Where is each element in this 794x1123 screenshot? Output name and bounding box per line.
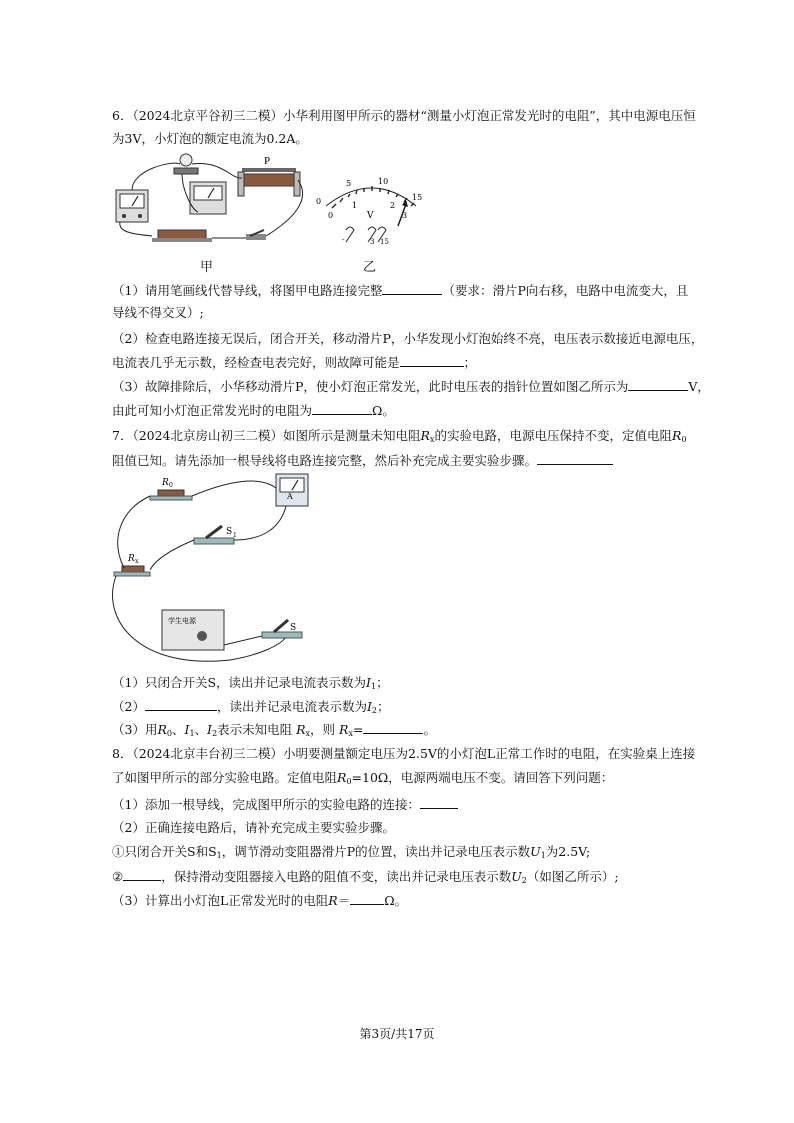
answer-blank[interactable] xyxy=(312,402,372,415)
answer-blank[interactable] xyxy=(400,354,464,367)
q7-step-1: （1）只闭合开关S，读出并记录电流表示数为$I_1$； xyxy=(112,675,389,691)
q6-line-2: 为3V，小灯泡的额定电流为0.2A。 xyxy=(112,131,308,146)
power-label: 学生电源 xyxy=(168,617,196,625)
answer-blank[interactable] xyxy=(382,282,442,295)
q8-line-2: 了如图甲所示的部分实验电路。定值电阻$R_0=10\Omega$，电源两端电压不变。请回答下列问题： xyxy=(112,770,614,786)
q8-step-1: ①只闭合开关S和$S_1$，调节滑动变阻器滑片P的位置，读出并记录电压表示数$U_1$为2.5V; xyxy=(112,844,591,860)
q6-part-1-line-1: （1）请用笔画线代替导线，将图甲电路连接完整 （要求：滑片P向右移，电路中电流变大，且 xyxy=(112,283,689,298)
q7-line-2: 阻值已知。请先添加一根导线将电路连接完整，然后补充完成主要实验步骤。 xyxy=(112,452,613,469)
answer-blank[interactable] xyxy=(350,892,384,905)
terminal-3: 3 xyxy=(370,238,375,246)
ammeter-icon xyxy=(116,190,148,222)
q6-figure-jia xyxy=(112,150,312,245)
q6-part-3-line-1: （3）故障排除后，小华移动滑片P，使小灯泡正常发光，此时电压表的指针位置如图乙所示为 V， xyxy=(112,379,710,394)
resistor-r0-icon xyxy=(150,490,192,500)
label-r0: R xyxy=(162,478,169,488)
label-s1-sub: 1 xyxy=(233,532,237,539)
answer-blank[interactable] xyxy=(537,452,613,465)
tick-top-15: 15 xyxy=(412,193,423,202)
q8-part-3: （3）计算出小灯泡L正常发光时的电阻R＝ Ω。 xyxy=(112,893,408,908)
label-r0-sub: 0 xyxy=(169,482,173,489)
label-s: S xyxy=(290,623,297,633)
slider-label: P xyxy=(264,155,271,167)
q7-step-3: （3）用$R_0$、$I_1$、$I_2$表示未知电阻 $R_x$，则 $R_x=$ 。 xyxy=(112,722,436,738)
tick-bottom-1: 1 xyxy=(352,201,358,210)
answer-blank[interactable] xyxy=(363,721,423,734)
q7-line-1: 7．（2024北京房山初三二模）如图所示是测量未知电阻$R_x$的实验电路，电源电压保持不变，定值电阻$R_0$ xyxy=(112,428,687,444)
figure-jia-caption: 甲 xyxy=(200,260,214,275)
tick-top-5: 5 xyxy=(346,179,352,188)
q6-line-1: 6．（2024北京平谷初三二模）小华利用图甲所示的器材“测量小灯泡正常发光时的电阻”，其中电源电压恒 xyxy=(112,108,696,123)
answer-blank[interactable] xyxy=(123,868,161,881)
label-rx-sub: x xyxy=(135,558,139,565)
figure-yi-caption: 乙 xyxy=(363,260,377,275)
answer-blank[interactable] xyxy=(628,378,688,391)
answer-blank[interactable] xyxy=(420,796,458,809)
tick-bottom-0: 0 xyxy=(328,211,334,220)
meter-unit: V xyxy=(367,211,374,221)
q6-part-2-line-2: 电流表几乎无示数，经检查电表完好，则故障可能是 ； xyxy=(112,355,477,370)
switch-icon xyxy=(246,230,266,240)
q8-part-1: （1）添加一根导线，完成图甲所示的实验电路的连接： xyxy=(112,796,458,813)
q8-part-2: （2）正确连接电路后，请补充完成主要实验步骤。 xyxy=(112,820,395,835)
q6-part-1-line-2: 导线不得交叉）; xyxy=(112,305,204,320)
power-supply-icon xyxy=(162,610,224,650)
voltmeter-icon xyxy=(190,182,226,214)
terminal-neg: - xyxy=(342,236,345,244)
label-a: A xyxy=(287,492,293,501)
label-rx: R xyxy=(128,554,135,564)
q7-step-2: （2） ，读出并记录电流表示数为$I_2$； xyxy=(112,699,390,715)
tick-top-10: 10 xyxy=(378,177,389,186)
tick-bottom-2: 2 xyxy=(390,201,396,210)
q6-part-2-line-1: （2）检查电路连接无误后，闭合开关，移动滑片P，小华发现小灯泡始终不亮，电压表示数接近电源电压， xyxy=(112,331,704,346)
q6-part-3-line-2: 由此可知小灯泡正常发光时的电阻为 Ω。 xyxy=(112,403,395,418)
q8-step-2: ② ，保持滑动变阻器接入电路的阻值不变，读出并记录电压表示数$U_2$（如图乙所示）; xyxy=(112,869,619,885)
label-s1: S xyxy=(226,527,233,537)
battery-icon xyxy=(152,230,212,242)
q8-line-1: 8．（2024北京丰台初三二模）小明要测量额定电压为2.5V的小灯泡L正常工作时的电阻，在实验桌上连接 xyxy=(112,746,696,761)
rheostat-icon xyxy=(238,155,300,196)
tick-bottom-3: 3 xyxy=(402,211,408,220)
resistor-rx-icon xyxy=(114,566,150,576)
q7-figure xyxy=(110,470,330,670)
answer-blank[interactable] xyxy=(145,698,217,711)
terminal-15: 15 xyxy=(380,238,389,246)
ammeter-icon xyxy=(276,474,308,506)
page-footer: 第3页/共17页 xyxy=(359,1027,435,1041)
tick-top-0: 0 xyxy=(316,197,322,206)
q6-figure-yi xyxy=(312,170,427,248)
